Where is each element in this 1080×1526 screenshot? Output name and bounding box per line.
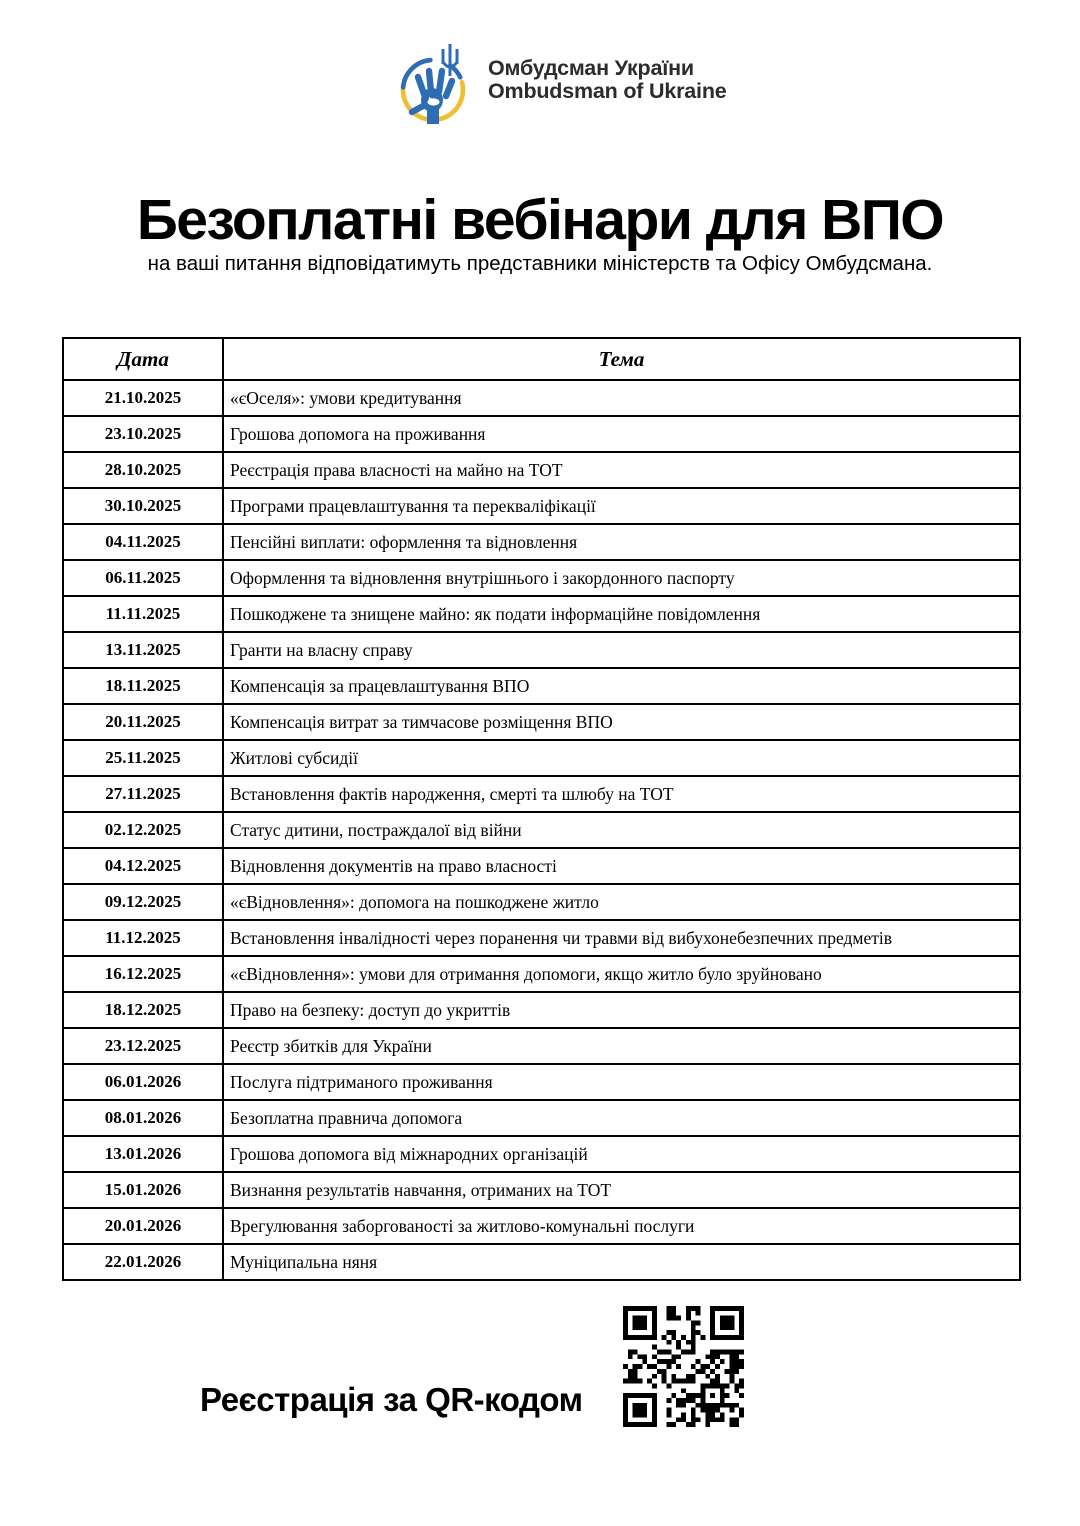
webinar-topic: «єВідновлення»: умови для отримання допомоги, якщо житло було зруйновано [223, 956, 1020, 992]
webinar-topic: Житлові субсидії [223, 740, 1020, 776]
table-row [63, 812, 1020, 848]
webinar-topic: Пенсійні виплати: оформлення та відновлення [223, 524, 1020, 560]
table-row [63, 632, 1020, 668]
table-row [63, 848, 1020, 884]
table-row [63, 560, 1020, 596]
webinar-topic: Грошова допомога на проживання [223, 416, 1020, 452]
webinar-topic: Встановлення інвалідності через поранення чи травми від вибухонебезпечних предметів [223, 920, 1020, 956]
webinar-date: 16.12.2025 [63, 956, 223, 992]
table-header-row [63, 338, 1020, 380]
webinar-date: 18.12.2025 [63, 992, 223, 1028]
table-row [63, 524, 1020, 560]
table-row [63, 1100, 1020, 1136]
webinar-topic: Компенсація витрат за тимчасове розміщення ВПО [223, 704, 1020, 740]
webinar-topic: Муніципальна няня [223, 1244, 1020, 1280]
table-row [63, 1172, 1020, 1208]
webinar-date: 06.01.2026 [63, 1064, 223, 1100]
logo-title-uk: Омбудсман України [488, 56, 694, 80]
webinar-date: 30.10.2025 [63, 488, 223, 524]
webinar-topic: Оформлення та відновлення внутрішнього і закордонного паспорту [223, 560, 1020, 596]
webinar-topic: Грошова допомога від міжнародних організацій [223, 1136, 1020, 1172]
page-subtitle: на ваші питання відповідатимуть представники міністерств та Офісу Омбудсмана. [147, 252, 933, 275]
webinar-topic: Послуга підтриманого проживання [223, 1064, 1020, 1100]
webinar-topic: Безоплатна правнича допомога [223, 1100, 1020, 1136]
webinar-date: 21.10.2025 [63, 380, 223, 416]
webinar-date: 06.11.2025 [63, 560, 223, 596]
webinar-date: 22.01.2026 [63, 1244, 223, 1280]
table-row [63, 488, 1020, 524]
webinar-topic: Встановлення фактів народження, смерті та шлюбу на ТОТ [223, 776, 1020, 812]
webinar-topic: Компенсація за працевлаштування ВПО [223, 668, 1020, 704]
webinar-date: 02.12.2025 [63, 812, 223, 848]
table-row [63, 1028, 1020, 1064]
webinar-date: 20.01.2026 [63, 1208, 223, 1244]
ombudsman-hand-icon [396, 36, 478, 128]
table-row [63, 668, 1020, 704]
webinar-topic: Пошкоджене та знищене майно: як подати інформаційне повідомлення [223, 596, 1020, 632]
webinar-topic: Статус дитини, постраждалої від війни [223, 812, 1020, 848]
webinar-topic: Відновлення документів на право власності [223, 848, 1020, 884]
webinar-topic: Право на безпеку: доступ до укриттів [223, 992, 1020, 1028]
webinar-topic: Реєстр збитків для України [223, 1028, 1020, 1064]
table-row [63, 380, 1020, 416]
webinar-topic: Реєстрація права власності на майно на ТОТ [223, 452, 1020, 488]
webinar-topic: «єВідновлення»: допомога на пошкоджене житло [223, 884, 1020, 920]
headline-block [0, 190, 1080, 276]
table-row [63, 884, 1020, 920]
webinar-date: 23.10.2025 [63, 416, 223, 452]
table-row [63, 452, 1020, 488]
logo-text [488, 36, 727, 103]
webinar-date: 08.01.2026 [63, 1100, 223, 1136]
webinar-topic: Врегулювання заборгованості за житлово-комунальні послуги [223, 1208, 1020, 1244]
webinar-date: 11.11.2025 [63, 596, 223, 632]
table-row [63, 956, 1020, 992]
column-header-topic: Тема [223, 338, 1020, 380]
webinar-schedule-table [62, 337, 1021, 1281]
webinar-date: 20.11.2025 [63, 704, 223, 740]
table-row [63, 1136, 1020, 1172]
webinar-date: 11.12.2025 [63, 920, 223, 956]
page-title: Безоплатні вебінари для ВПО [136, 188, 944, 252]
webinar-date: 27.11.2025 [63, 776, 223, 812]
table-row [63, 1064, 1020, 1100]
table-row [63, 416, 1020, 452]
logo-title-en: Ombudsman of Ukraine [488, 79, 727, 103]
webinar-date: 18.11.2025 [63, 668, 223, 704]
table-row [63, 1208, 1020, 1244]
table-row [63, 1244, 1020, 1280]
qr-registration-label: Реєстрація за QR-кодом [200, 1381, 583, 1418]
ombudsman-logo [396, 36, 727, 128]
table-row [63, 992, 1020, 1028]
table-row [63, 704, 1020, 740]
table-row [63, 920, 1020, 956]
webinar-date: 23.12.2025 [63, 1028, 223, 1064]
table-row [63, 596, 1020, 632]
column-header-date: Дата [63, 338, 223, 380]
table-row [63, 776, 1020, 812]
webinar-topic: Гранти на власну справу [223, 632, 1020, 668]
webinar-date: 09.12.2025 [63, 884, 223, 920]
table-row [63, 740, 1020, 776]
qr-code [623, 1306, 744, 1427]
webinar-topic: «єОселя»: умови кредитування [223, 380, 1020, 416]
webinar-date: 04.12.2025 [63, 848, 223, 884]
webinar-date: 13.11.2025 [63, 632, 223, 668]
webinar-date: 04.11.2025 [63, 524, 223, 560]
webinar-date: 13.01.2026 [63, 1136, 223, 1172]
webinar-date: 15.01.2026 [63, 1172, 223, 1208]
webinar-topic: Програми працевлаштування та перекваліфікації [223, 488, 1020, 524]
webinar-date: 28.10.2025 [63, 452, 223, 488]
webinar-date: 25.11.2025 [63, 740, 223, 776]
webinar-topic: Визнання результатів навчання, отриманих на ТОТ [223, 1172, 1020, 1208]
